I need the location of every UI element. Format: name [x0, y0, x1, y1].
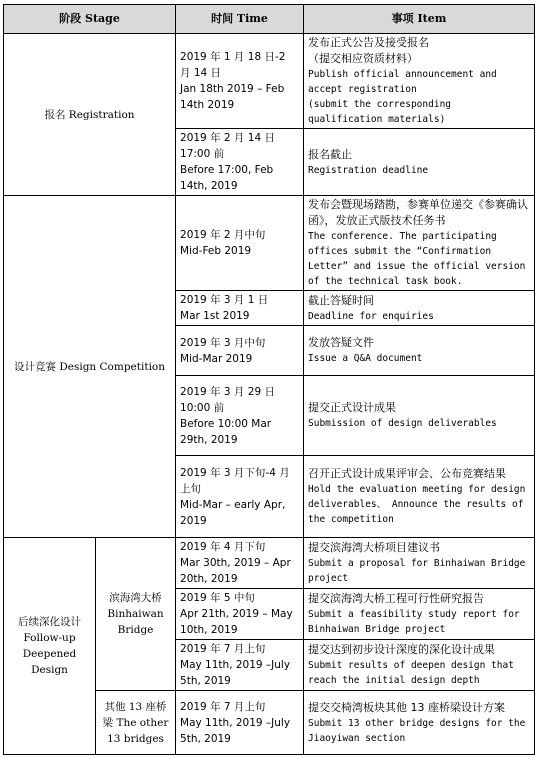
time-cn: 2019 年 7 月上旬	[180, 700, 266, 713]
time-cell	[176, 326, 304, 376]
item-en: Issue a Q&A document	[308, 353, 423, 364]
item-en: Submit 13 other bridge designs for the Jiaoyiwan section	[308, 717, 526, 744]
item-en: Hold the evaluation meeting for design deliverables、 Announce the results of the competition	[308, 484, 526, 525]
item-cell	[304, 34, 535, 129]
item-cn: 发布会暨现场踏勘，参赛单位递交《参赛确认函》，发放正式版技术任务书	[308, 198, 529, 227]
item-en: The conference. The participating offices submit the “Confirmation Letter” and issue the official version of the technical task book.	[308, 231, 526, 287]
header-item: 事项 Item	[304, 5, 535, 34]
item-cn: （提交相应资质材料）	[308, 52, 419, 65]
item-cell	[304, 291, 535, 326]
item-en: Submit a feasibility study report for Binhaiwan Bridge project	[308, 609, 520, 635]
item-cn: 提交滨海湾大桥项目建议书	[308, 541, 441, 554]
header-stage: 阶段 Stage	[4, 5, 176, 34]
time-cn: 2019 年 3 月下旬-4 月上旬	[180, 466, 290, 495]
item-cell	[304, 376, 535, 456]
time-cell	[176, 34, 304, 129]
time-cell	[176, 589, 304, 640]
item-cell	[304, 691, 535, 755]
time-cn: 2019 年 7 月上旬	[180, 643, 266, 655]
time-en: Mar 30th, 2019 – Apr 20th, 2019	[180, 557, 291, 585]
time-cn: 2019 年 5 中旬	[180, 592, 255, 604]
item-cn: 提交正式设计成果	[308, 401, 397, 414]
item-en: Submit a proposal for Binhaiwan Bridge project	[308, 558, 526, 584]
time-cell	[176, 129, 304, 196]
item-cell	[304, 326, 535, 376]
time-en: May 11th, 2019 –July 5th, 2019	[180, 659, 291, 687]
time-cn: 2019 年 2 月中旬	[180, 229, 266, 241]
item-cn: 截止答疑时间	[308, 293, 375, 307]
table-row	[4, 538, 535, 589]
time-en: May 11th, 2019 –July 5th, 2019	[180, 716, 291, 745]
stage-followup: 后续深化设计 Follow-up Deepened Design	[4, 538, 96, 755]
time-cn: 2019 年 3 月中旬	[180, 336, 266, 349]
time-en: Mid-Mar – early Apr, 2019	[180, 498, 286, 527]
item-cell	[304, 196, 535, 291]
item-cn: 发放答疑文件	[308, 336, 375, 349]
item-cn: 提交滨海湾大桥工程可行性研究报告	[308, 592, 485, 605]
time-en: Apr 21th, 2019 – May 10th, 2019	[180, 608, 293, 636]
bridge-binhaiwan: 滨海湾大桥 Binhaiwan Bridge	[96, 538, 176, 691]
time-cell	[176, 691, 304, 755]
time-en: Mid-Feb 2019	[180, 245, 252, 257]
table-row	[4, 196, 535, 291]
time-en: Jan 18th 2019 – Feb 14th 2019	[180, 83, 285, 111]
item-cn: 提交交椅湾板块其他 13 座桥梁设计方案	[308, 700, 506, 714]
item-cell	[304, 456, 535, 538]
item-cn: 召开正式设计成果评审会、公布竞赛结果	[308, 467, 507, 480]
time-cn: 2019 年 3 月 29 日 10:00 前	[180, 385, 275, 414]
item-en: Registration deadline	[308, 164, 429, 176]
item-en: Submit results of deepen design that reach the initial design depth	[308, 660, 514, 686]
item-en: Deadline for enquiries	[308, 310, 434, 322]
time-cn: 2019 年 4 月下旬	[180, 541, 266, 553]
item-cell	[304, 640, 535, 691]
item-cell	[304, 538, 535, 589]
time-en: Mid-Mar 2019	[180, 352, 253, 365]
time-cell	[176, 376, 304, 456]
time-cn: 2019 年 2 月 14 日 17:00 前	[180, 132, 275, 160]
bridge-other-13: 其他 13 座桥梁 The other 13 bridges	[96, 691, 176, 755]
item-cell	[304, 129, 535, 196]
table-row	[4, 34, 535, 129]
time-cell	[176, 538, 304, 589]
item-en: (submit the corresponding qualification materials)	[308, 99, 452, 125]
time-cn: 2019 年 1 月 18 日-2 月 14 日	[180, 51, 286, 79]
stage-registration: 报名 Registration	[4, 34, 176, 196]
item-cn: 提交达到初步设计深度的深化设计成果	[308, 643, 496, 656]
item-cn: 报名截止	[308, 147, 353, 161]
item-en: Publish official announcement and accept registration	[308, 69, 497, 95]
time-cn: 2019 年 3 月 1 日	[180, 294, 269, 306]
time-en: Mar 1st 2019	[180, 310, 250, 322]
time-cell	[176, 196, 304, 291]
time-cell	[176, 456, 304, 538]
time-en: Before 17:00, Feb 14th, 2019	[180, 164, 274, 192]
header-time: 时间 Time	[176, 5, 304, 34]
item-cn: 发布正式公告及接受报名	[308, 36, 430, 49]
time-cell	[176, 640, 304, 691]
time-en: Before 10:00 Mar 29th, 2019	[180, 417, 272, 446]
time-cell	[176, 291, 304, 326]
item-cell	[304, 589, 535, 640]
schedule-table	[3, 4, 535, 755]
stage-design-competition: 设计竞赛 Design Competition	[4, 196, 176, 538]
item-en: Submission of design deliverables	[308, 418, 497, 429]
header-row	[4, 5, 535, 34]
